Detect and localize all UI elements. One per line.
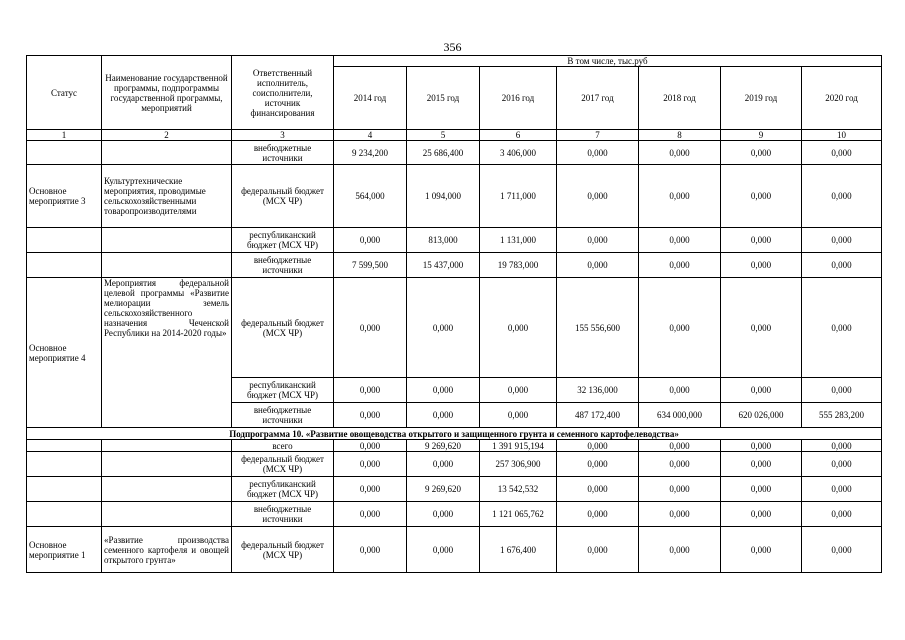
header-name: Наименование государственной программы, подпрограммы государственной программы, мероприятий [102, 56, 232, 130]
value-cell: 1 121 065,762 [480, 502, 557, 527]
value-cell: 0,000 [721, 452, 802, 477]
value-cell: 0,000 [557, 477, 639, 502]
value-cell: 0,000 [334, 378, 407, 403]
status-cell [27, 228, 102, 253]
header-group: В том числе, тыс.руб [334, 56, 882, 67]
value-cell: 1 131,000 [480, 228, 557, 253]
value-cell: 0,000 [721, 253, 802, 278]
value-cell: 0,000 [334, 440, 407, 452]
table-row [27, 502, 882, 527]
header-year: 2014 год [334, 67, 407, 130]
name-cell [102, 502, 232, 527]
column-number: 10 [802, 130, 882, 141]
value-cell: 3 406,000 [480, 141, 557, 165]
value-cell: 9 234,200 [334, 141, 407, 165]
source-cell: федеральный бюджет (МСХ ЧР) [232, 452, 334, 477]
status-cell [27, 452, 102, 477]
column-number: 9 [721, 130, 802, 141]
source-cell: федеральный бюджет (МСХ ЧР) [232, 278, 334, 378]
column-number: 3 [232, 130, 334, 141]
value-cell: 0,000 [721, 378, 802, 403]
table-row [27, 278, 882, 378]
value-cell: 634 000,000 [639, 403, 721, 428]
value-cell: 0,000 [407, 378, 480, 403]
header-year: 2020 год [802, 67, 882, 130]
header-year: 2015 год [407, 67, 480, 130]
value-cell: 0,000 [802, 378, 882, 403]
budget-table [26, 55, 882, 573]
name-cell [102, 228, 232, 253]
value-cell: 0,000 [334, 228, 407, 253]
column-number: 7 [557, 130, 639, 141]
value-cell: 9 269,620 [407, 440, 480, 452]
value-cell: 0,000 [639, 527, 721, 573]
table-row [27, 440, 882, 452]
source-cell: внебюджетные источники [232, 253, 334, 278]
source-cell: республиканский бюджет (МСХ ЧР) [232, 378, 334, 403]
column-number: 4 [334, 130, 407, 141]
value-cell: 0,000 [802, 452, 882, 477]
name-cell [102, 440, 232, 452]
value-cell: 1 391 915,194 [480, 440, 557, 452]
value-cell: 620 026,000 [721, 403, 802, 428]
value-cell: 0,000 [802, 527, 882, 573]
source-cell: федеральный бюджет (МСХ ЧР) [232, 165, 334, 228]
source-cell: всего [232, 440, 334, 452]
source-cell: республиканский бюджет (МСХ ЧР) [232, 228, 334, 253]
name-cell [102, 141, 232, 165]
value-cell: 487 172,400 [557, 403, 639, 428]
value-cell: 0,000 [721, 278, 802, 378]
value-cell: 1 711,000 [480, 165, 557, 228]
value-cell: 257 306,900 [480, 452, 557, 477]
value-cell: 0,000 [639, 502, 721, 527]
value-cell: 0,000 [557, 228, 639, 253]
value-cell: 0,000 [407, 278, 480, 378]
value-cell: 0,000 [639, 278, 721, 378]
value-cell: 0,000 [721, 228, 802, 253]
value-cell: 0,000 [639, 378, 721, 403]
value-cell: 0,000 [802, 278, 882, 378]
value-cell: 813,000 [407, 228, 480, 253]
value-cell: 0,000 [721, 477, 802, 502]
value-cell: 0,000 [721, 165, 802, 228]
status-cell: Основное мероприятие 4 [27, 278, 102, 428]
name-cell: «Развитие производства семенного картофеля и овощей открытого грунта» [102, 527, 232, 573]
value-cell: 0,000 [334, 477, 407, 502]
value-cell: 0,000 [334, 278, 407, 378]
header-status: Статус [27, 56, 102, 130]
value-cell: 0,000 [639, 440, 721, 452]
value-cell: 7 599,500 [334, 253, 407, 278]
header-executor: Ответственный исполнитель, соисполнители, источник финансирования [232, 56, 334, 130]
value-cell: 0,000 [639, 477, 721, 502]
value-cell: 0,000 [557, 527, 639, 573]
column-number: 8 [639, 130, 721, 141]
source-cell: внебюджетные источники [232, 502, 334, 527]
value-cell: 0,000 [557, 452, 639, 477]
value-cell: 1 094,000 [407, 165, 480, 228]
value-cell: 0,000 [639, 165, 721, 228]
value-cell: 9 269,620 [407, 477, 480, 502]
value-cell: 0,000 [802, 165, 882, 228]
column-number: 5 [407, 130, 480, 141]
table-row [27, 452, 882, 477]
value-cell: 0,000 [802, 228, 882, 253]
header-year: 2018 год [639, 67, 721, 130]
source-cell: внебюджетные источники [232, 141, 334, 165]
value-cell: 0,000 [334, 452, 407, 477]
name-cell [102, 477, 232, 502]
header-year: 2017 год [557, 67, 639, 130]
value-cell: 0,000 [407, 527, 480, 573]
value-cell: 0,000 [639, 228, 721, 253]
column-numbers-row [27, 130, 882, 141]
value-cell: 0,000 [480, 403, 557, 428]
value-cell: 564,000 [334, 165, 407, 228]
value-cell: 32 136,000 [557, 378, 639, 403]
value-cell: 155 556,600 [557, 278, 639, 378]
header-year: 2019 год [721, 67, 802, 130]
value-cell: 0,000 [802, 253, 882, 278]
value-cell: 0,000 [639, 253, 721, 278]
value-cell: 0,000 [557, 141, 639, 165]
value-cell: 0,000 [407, 502, 480, 527]
value-cell: 0,000 [334, 502, 407, 527]
value-cell: 13 542,532 [480, 477, 557, 502]
table-row [27, 141, 882, 165]
value-cell: 0,000 [721, 440, 802, 452]
value-cell: 19 783,000 [480, 253, 557, 278]
status-cell [27, 440, 102, 452]
value-cell: 0,000 [802, 477, 882, 502]
column-number: 2 [102, 130, 232, 141]
source-cell: республиканский бюджет (МСХ ЧР) [232, 477, 334, 502]
value-cell: 0,000 [407, 403, 480, 428]
table-row [27, 477, 882, 502]
column-number: 1 [27, 130, 102, 141]
value-cell: 15 437,000 [407, 253, 480, 278]
status-cell [27, 502, 102, 527]
status-cell: Основное мероприятие 1 [27, 527, 102, 573]
page-number: 356 [443, 40, 462, 54]
value-cell: 0,000 [721, 527, 802, 573]
value-cell: 0,000 [407, 452, 480, 477]
value-cell: 0,000 [721, 502, 802, 527]
subprogram-row [27, 428, 882, 440]
value-cell: 0,000 [334, 403, 407, 428]
value-cell: 0,000 [557, 502, 639, 527]
value-cell: 0,000 [802, 440, 882, 452]
table-row [27, 228, 882, 253]
column-number: 6 [480, 130, 557, 141]
value-cell: 0,000 [557, 440, 639, 452]
source-cell: внебюджетные источники [232, 403, 334, 428]
value-cell: 0,000 [557, 165, 639, 228]
subprogram-title: Подпрограмма 10. «Развитие овощеводства открытого и защищенного грунта и семенного картофелеводства» [27, 428, 882, 440]
value-cell: 0,000 [639, 452, 721, 477]
value-cell: 25 686,400 [407, 141, 480, 165]
value-cell: 0,000 [802, 502, 882, 527]
source-cell: федеральный бюджет (МСХ ЧР) [232, 527, 334, 573]
value-cell: 555 283,200 [802, 403, 882, 428]
value-cell: 0,000 [721, 141, 802, 165]
status-cell: Основное мероприятие 3 [27, 165, 102, 228]
status-cell [27, 253, 102, 278]
table-row [27, 253, 882, 278]
name-cell: Мероприятия федеральной целевой программы «Развитие мелиорации земель сельскохозяйственного назначения Чеченской Республики на 2014-2020 годы» [102, 278, 232, 428]
name-cell [102, 253, 232, 278]
table-row [27, 527, 882, 573]
value-cell: 0,000 [480, 278, 557, 378]
value-cell: 0,000 [557, 253, 639, 278]
value-cell: 1 676,400 [480, 527, 557, 573]
name-cell [102, 452, 232, 477]
value-cell: 0,000 [802, 141, 882, 165]
value-cell: 0,000 [639, 141, 721, 165]
header-year: 2016 год [480, 67, 557, 130]
value-cell: 0,000 [480, 378, 557, 403]
value-cell: 0,000 [334, 527, 407, 573]
status-cell [27, 141, 102, 165]
status-cell [27, 477, 102, 502]
table-row [27, 165, 882, 228]
name-cell: Культуртехнические мероприятия, проводимые сельскохозяйственными товаропроизводителями [102, 165, 232, 228]
